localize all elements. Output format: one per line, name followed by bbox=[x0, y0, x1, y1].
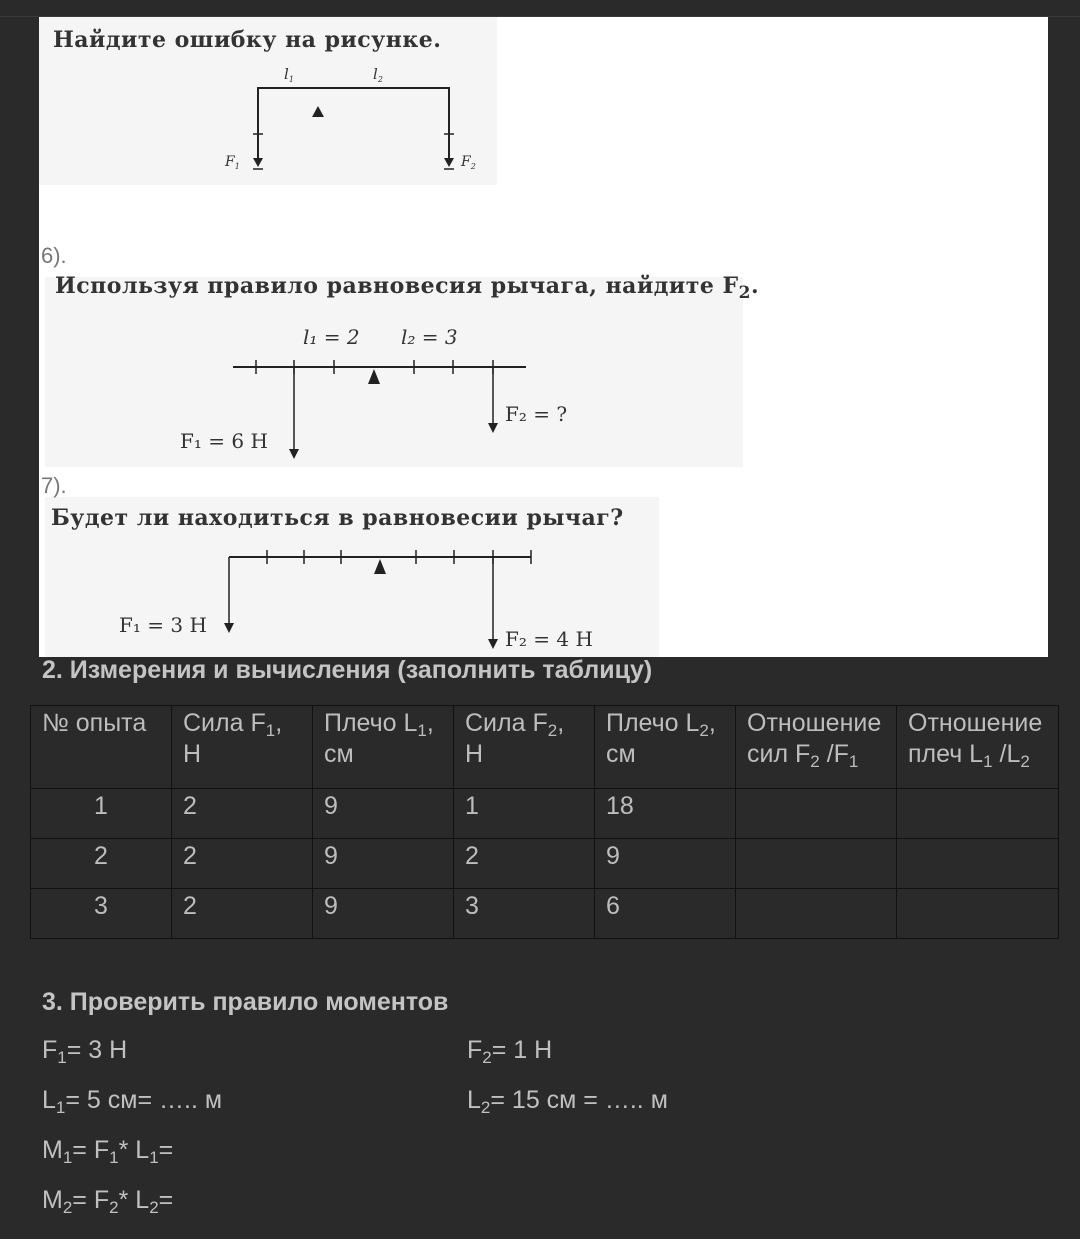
l2-line: $L_2= 15$ см = ….. м bbox=[467, 1086, 668, 1117]
section2-title: 2. Измерения и вычисления (заполнить таблицу) bbox=[42, 656, 653, 684]
task6-f2-label: F₂ = ? bbox=[505, 402, 568, 426]
task5-f1-label: F bbox=[225, 154, 235, 170]
header-cell: Отношение плеч $L_1$ $/L_2$ bbox=[897, 706, 1059, 789]
table-cell: 18 bbox=[595, 789, 736, 839]
task5-lever-figure bbox=[209, 57, 509, 187]
table-cell: 2 bbox=[172, 839, 313, 889]
f1-line: $F_1= 3$ Н bbox=[42, 1036, 128, 1067]
table-cell: 2 bbox=[31, 839, 172, 889]
f2-line: $F_2= 1$ Н bbox=[467, 1036, 553, 1067]
table-cell[interactable] bbox=[736, 839, 897, 889]
task6-l1-label: l₁ = 2 bbox=[303, 325, 360, 349]
header-cell: Плечо $L_2$, см bbox=[595, 706, 736, 789]
task6-f1-label: F₁ = 6 Н bbox=[180, 429, 268, 453]
section3-title: 3. Проверить правило моментов bbox=[42, 988, 449, 1016]
task5-question: Найдите ошибку на рисунке. bbox=[53, 27, 442, 53]
table-cell: 9 bbox=[313, 889, 454, 939]
task7-question: Будет ли находиться в равновесии рычаг? bbox=[51, 505, 624, 531]
task6-number: 6). bbox=[41, 243, 67, 268]
l1-line: $L_1= 5$ см= ….. м bbox=[42, 1086, 223, 1117]
measurements-table bbox=[30, 705, 1059, 939]
table-cell[interactable] bbox=[736, 889, 897, 939]
task6-l2-label: l₂ = 3 bbox=[401, 325, 458, 349]
table-cell: 9 bbox=[313, 839, 454, 889]
task5-l1-label: l bbox=[284, 65, 289, 83]
task5-l2-label: l bbox=[373, 65, 378, 83]
task6-lever-figure bbox=[169, 317, 649, 467]
table-cell: 3 bbox=[31, 889, 172, 939]
task6-question: Используя правило равновесия рычага, найдите $F_2$. bbox=[55, 273, 760, 303]
table-cell: 9 bbox=[313, 789, 454, 839]
svg-text:F2: $F_2$ bbox=[461, 154, 476, 171]
table-row bbox=[31, 889, 1059, 939]
table-cell[interactable] bbox=[736, 789, 897, 839]
table-row bbox=[31, 789, 1059, 839]
svg-text:F1: $F_1$ bbox=[225, 154, 240, 171]
header-cell: Сила $F_2$, Н bbox=[454, 706, 595, 789]
task7-number: 7). bbox=[41, 473, 67, 498]
table-cell: 2 bbox=[454, 839, 595, 889]
table-cell[interactable] bbox=[897, 889, 1059, 939]
task7-f2-label: F₂ = 4 Н bbox=[505, 627, 593, 651]
table-cell: 1 bbox=[454, 789, 595, 839]
table-cell: 2 bbox=[172, 789, 313, 839]
header-cell: Плечо $L_1$, см bbox=[313, 706, 454, 789]
task7-lever-figure bbox=[109, 537, 629, 657]
table-cell: 3 bbox=[454, 889, 595, 939]
svg-text:l2: $l_2$ bbox=[373, 65, 383, 84]
header-cell: № опыта bbox=[31, 706, 172, 789]
table-cell: 6 bbox=[595, 889, 736, 939]
table-cell: 2 bbox=[172, 889, 313, 939]
header-cell: Сила $F_1$, Н bbox=[172, 706, 313, 789]
table-cell: 9 bbox=[595, 839, 736, 889]
table-cell[interactable] bbox=[897, 789, 1059, 839]
header-cell: Отношение сил $F_2$ $/F_1$ bbox=[736, 706, 897, 789]
task5-f2-label: F bbox=[461, 154, 471, 170]
svg-text:l1: $l_1$ bbox=[284, 65, 294, 84]
m2-line: $M_2= F_2*$ $L_2=$ bbox=[42, 1186, 174, 1217]
table-cell[interactable] bbox=[897, 839, 1059, 889]
worksheet-image bbox=[39, 17, 1048, 657]
task7-f1-label: F₁ = 3 Н bbox=[119, 613, 207, 637]
table-row bbox=[31, 839, 1059, 889]
m1-line: $M_1= F_1*$ $L_1=$ bbox=[42, 1136, 174, 1167]
table-cell: 1 bbox=[31, 789, 172, 839]
table-header-row bbox=[31, 706, 1059, 789]
